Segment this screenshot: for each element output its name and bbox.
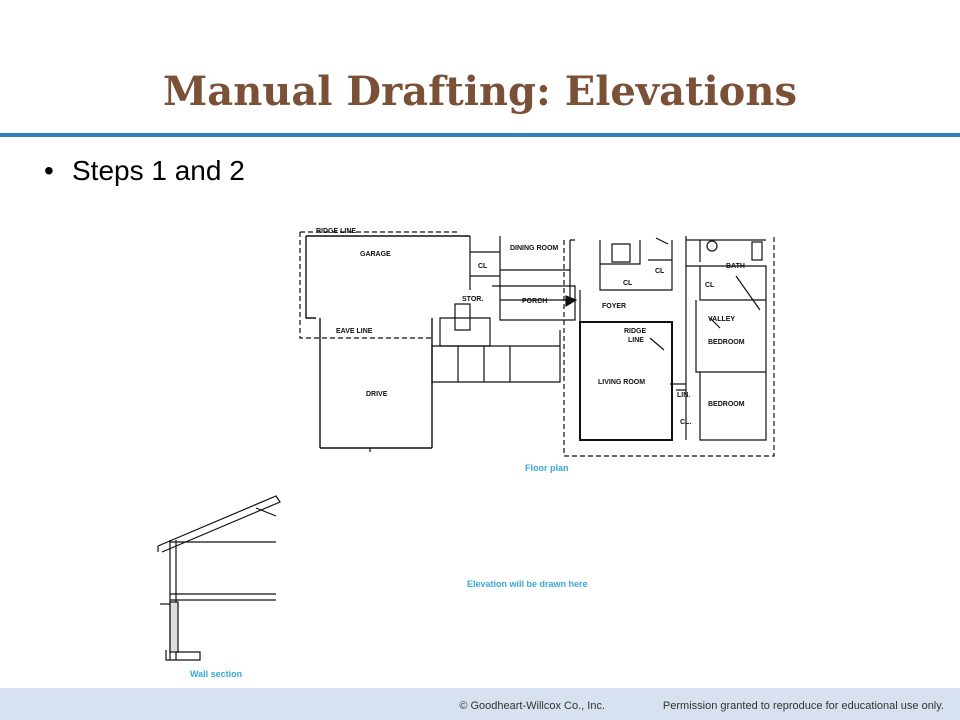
label-ridge-line: RIDGE LINE bbox=[316, 228, 357, 235]
label-bedroom-2: BEDROOM bbox=[708, 401, 745, 408]
label-bath: BATH bbox=[726, 263, 745, 270]
slide-title: Manual Drafting: Elevations bbox=[163, 68, 797, 115]
wall-section-caption: Wall section bbox=[190, 669, 243, 679]
label-foyer: FOYER bbox=[602, 303, 627, 310]
label-cl-2: CL bbox=[655, 268, 665, 275]
floor-plan-labels bbox=[316, 228, 745, 426]
copyright-text: © Goodheart-Willcox Co., Inc. bbox=[459, 700, 605, 712]
label-cl-5: CL. bbox=[680, 419, 692, 426]
footer-bar bbox=[0, 688, 960, 720]
label-porch: PORCH bbox=[522, 298, 548, 305]
label-eave-line: EAVE LINE bbox=[336, 328, 373, 335]
label-lin: LIN. bbox=[677, 392, 691, 399]
floor-plan-caption: Floor plan bbox=[525, 463, 569, 473]
label-ridge-line-2a: RIDGE bbox=[624, 328, 647, 335]
bullet-text: Steps 1 and 2 bbox=[72, 155, 245, 186]
label-drive: DRIVE bbox=[366, 391, 388, 398]
label-living-room: LIVING ROOM bbox=[598, 379, 646, 386]
label-bedroom-1: BEDROOM bbox=[708, 339, 745, 346]
elevation-caption: Elevation will be drawn here bbox=[467, 579, 588, 589]
label-cl-1: CL bbox=[478, 263, 488, 270]
label-ridge-line-2b: LINE bbox=[628, 337, 644, 344]
permission-text: Permission granted to reproduce for educational use only. bbox=[662, 700, 944, 712]
label-dining-room: DINING ROOM bbox=[510, 245, 559, 252]
label-cl-3: CL bbox=[623, 280, 633, 287]
label-stor: STOR. bbox=[462, 296, 484, 303]
label-cl-4: CL bbox=[705, 282, 715, 289]
wall-section bbox=[158, 496, 280, 660]
floor-plan bbox=[300, 232, 774, 456]
label-garage: GARAGE bbox=[360, 251, 391, 258]
bullet-dot: • bbox=[44, 155, 54, 186]
label-valley: VALLEY bbox=[708, 316, 736, 323]
